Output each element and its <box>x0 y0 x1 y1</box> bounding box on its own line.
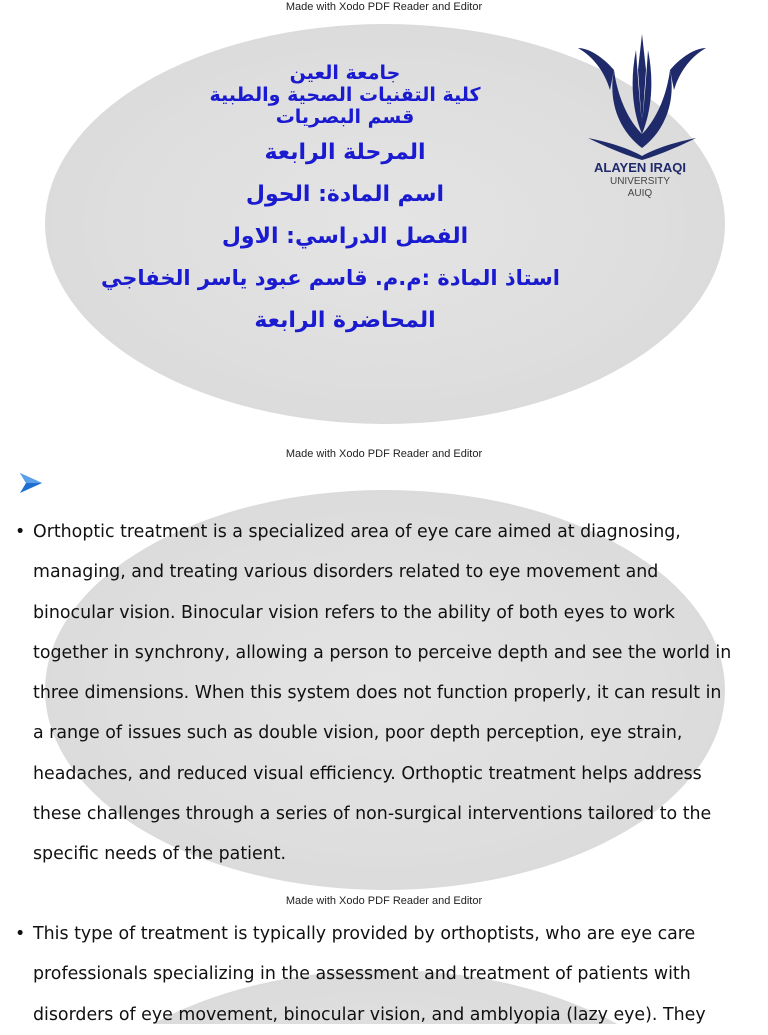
paragraph-line: together in synchrony, allowing a person to perceive depth and see the world in <box>33 642 732 663</box>
paragraph-line: headaches, and reduced visual efficiency. Orthoptic treatment helps address <box>33 763 702 784</box>
bullet-point: • <box>15 522 26 542</box>
logo-acronym: AUIQ <box>627 188 653 199</box>
stage-label: المرحلة الرابعة <box>264 140 426 165</box>
semester-label: الفصل الدراسي: الاول <box>221 224 469 249</box>
watermark-header: Made with Xodo PDF Reader and Editor <box>285 895 483 907</box>
college-name: كلية التقنيات الصحية والطبية <box>209 84 481 106</box>
paragraph-line: three dimensions. When this system does not function properly, it can result in <box>33 683 722 704</box>
bullet-point: • <box>15 924 26 944</box>
watermark-header: Made with Xodo PDF Reader and Editor <box>285 1 483 13</box>
department-name: قسم البصريات <box>275 106 415 128</box>
paragraph-line: Orthoptic treatment is a specialized area of eye care aimed at diagnosing, <box>33 522 681 542</box>
slide2-paragraph <box>15 914 765 1035</box>
paragraph-line: disorders of eye movement, binocular vision, and amblyopia (lazy eye). They <box>33 1004 706 1025</box>
arrow-right-icon <box>18 470 44 496</box>
lecture-label: المحاضرة الرابعة <box>254 308 436 333</box>
paragraph-line: This type of treatment is typically provided by orthoptists, who are eye care <box>33 924 696 944</box>
instructor-label: استاذ المادة :م.م. قاسم عبود ياسر الخفاجي <box>100 266 560 290</box>
paragraph-line: professionals specializing in the assessment and treatment of patients with <box>33 964 691 985</box>
paragraph-line: binocular vision. Binocular vision refers to the ability of both eyes to work <box>33 602 675 623</box>
paragraph-line: managing, and treating various disorders related to eye movement and <box>33 562 659 583</box>
university-name: جامعة العين <box>289 62 401 84</box>
logo-university: UNIVERSITY <box>609 176 670 187</box>
university-logo-icon <box>578 30 706 160</box>
watermark-header: Made with Xodo PDF Reader and Editor <box>285 448 483 460</box>
subject-label: اسم المادة: الحول <box>245 182 445 207</box>
paragraph-line: specific needs of the patient. <box>33 844 287 865</box>
slide1-paragraph <box>15 512 765 875</box>
logo-name: ALAYEN IRAQI <box>594 160 686 175</box>
paragraph-line: these challenges through a series of non-surgical interventions tailored to the <box>33 804 712 825</box>
paragraph-line: a range of issues such as double vision, poor depth perception, eye strain, <box>33 723 683 744</box>
